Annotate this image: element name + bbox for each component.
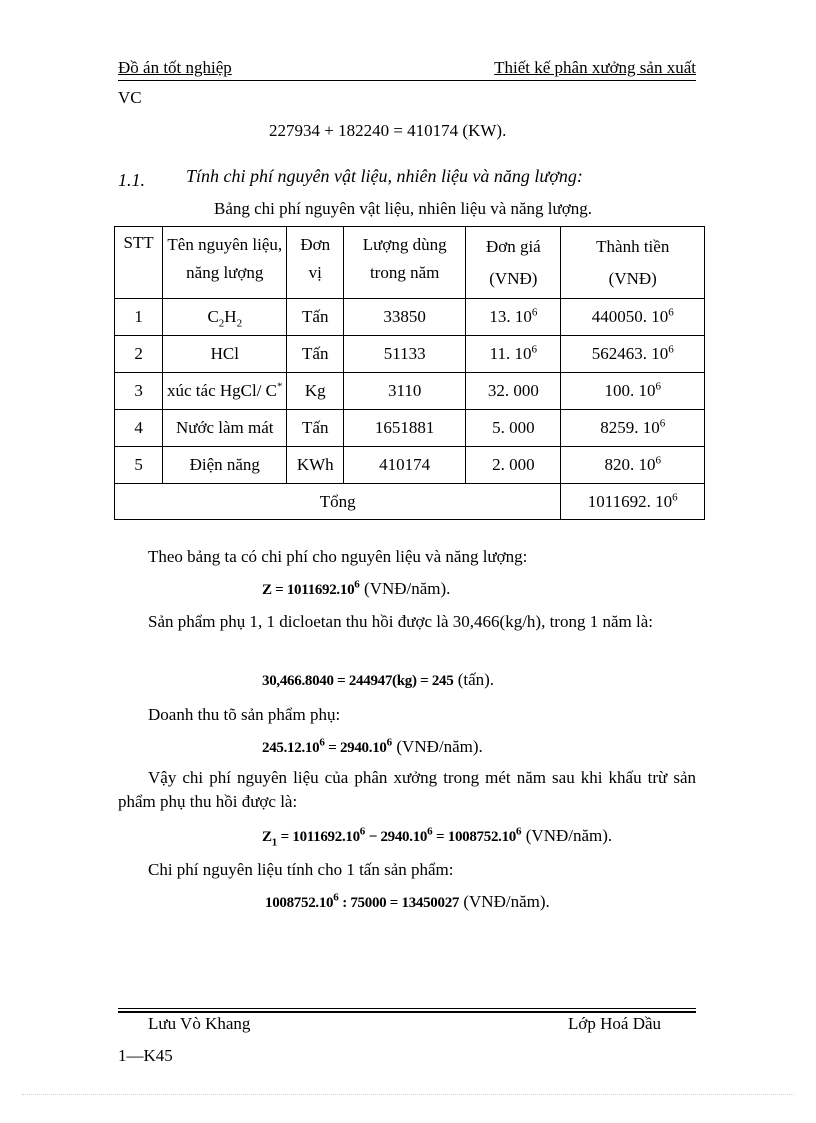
total-value: 1011692. $10^6$ — [561, 484, 705, 520]
total-label: Tổng — [115, 484, 561, 520]
footer-author: Lưu Vò Khang — [148, 1014, 251, 1033]
header-left-title: Đồ án tốt nghiệp — [118, 58, 232, 77]
cell-unit: KWh — [287, 447, 344, 484]
cell-price: 2. 000 — [466, 447, 561, 484]
cell-quantity: 410174 — [344, 447, 466, 484]
section-title: Tính chi phí nguyên vật liệu, nhiên liệu và năng lượng: — [186, 166, 583, 186]
header-divider — [118, 80, 696, 81]
cell-quantity: 3110 — [344, 373, 466, 410]
paragraph-revenue: Doanh thu tõ sản phẩm phụ: — [148, 705, 341, 724]
footer-class-name: Lớp Hoá Dầu — [568, 1014, 662, 1033]
cell-unit: Tấn — [287, 299, 344, 336]
table-total-row — [115, 484, 705, 520]
header-right-title: Thiết kế phân xưởng sản xuất — [494, 58, 696, 77]
cell-stt: 4 — [115, 410, 163, 447]
cell-total: 562463. $10^6$ — [561, 336, 705, 373]
cell-stt: 2 — [115, 336, 163, 373]
footer-class-code: 1—K45 — [118, 1046, 173, 1065]
cell-quantity: 1651881 — [344, 410, 466, 447]
cell-quantity: 33850 — [344, 299, 466, 336]
cell-price: 13. $10^6$ — [466, 299, 561, 336]
cell-stt: 5 — [115, 447, 163, 484]
formula-total-cost: $Z = 1011692.10^6$ (VNĐ/năm). — [262, 578, 451, 598]
header-unit-price: Đơn giá (VNĐ) — [466, 227, 561, 299]
paragraph-net-cost: Vậy chi phí nguyên liệu của phân xưởng trong mét năm sau khi khấu trừ sản phẩm phụ thu hồi được là: — [118, 768, 696, 811]
formula-unit-cost: 1008752.10$^6$ : 75000 = 13450027 (VNĐ/năm). — [265, 891, 550, 911]
header-unit: Đơn vị — [287, 227, 344, 299]
cell-material: HCl — [163, 336, 287, 373]
table-header-row — [115, 227, 705, 299]
header-stt: STT — [115, 227, 163, 299]
cell-unit: Kg — [287, 373, 344, 410]
table-caption: Bảng chi phí nguyên vật liệu, nhiên liệu và năng lượng. — [214, 199, 592, 218]
paragraph-summary: Theo bảng ta có chi phí cho nguyên liệu và năng lượng: — [148, 547, 528, 566]
cell-material: Điện năng — [163, 447, 287, 484]
table-row — [115, 336, 705, 373]
paragraph-byproduct: Sản phẩm phụ 1, 1 dicloetan thu hồi được là 30,466(kg/h), trong 1 năm là: — [148, 612, 653, 631]
cell-total: 100. $10^6$ — [561, 373, 705, 410]
formula-net-cost: $Z_1 = 1011692.10^6 - 2940.10^6 = 1008752.10^6$ (VNĐ/năm). — [262, 825, 613, 849]
table-row — [115, 299, 705, 336]
cell-quantity: 51133 — [344, 336, 466, 373]
paragraph-unit-cost: Chi phí nguyên liệu tính cho 1 tấn sản phẩm: — [148, 860, 454, 879]
cell-total: 8259. $10^6$ — [561, 410, 705, 447]
cell-total: 820. $10^6$ — [561, 447, 705, 484]
table-row — [115, 447, 705, 484]
cell-price: 32. 000 — [466, 373, 561, 410]
cell-unit: Tấn — [287, 410, 344, 447]
header-annual-quantity: Lượng dùng trong năm — [344, 227, 466, 299]
table-row — [115, 373, 705, 410]
cost-table — [114, 226, 705, 520]
cell-material: Nước làm mát — [163, 410, 287, 447]
power-equation: 227934 + 182240 = 410174 (KW). — [269, 121, 507, 140]
continuation-text: VC — [118, 88, 142, 107]
section-number: 1.1. — [118, 170, 145, 190]
cell-material: xúc tác HgCl/ C* — [163, 373, 287, 410]
formula-byproduct-mass: 30,466.8040 = 244947(kg) = 245 (tấn). — [262, 670, 495, 689]
table-row — [115, 410, 705, 447]
page-bottom-edge — [22, 1094, 794, 1095]
footer-divider-thick — [118, 1011, 696, 1013]
formula-byproduct-revenue: $245.12.10^6 = 2940.10^6$ (VNĐ/năm). — [262, 736, 483, 756]
footer-divider-thin — [118, 1008, 696, 1009]
cell-stt: 3 — [115, 373, 163, 410]
cell-price: 5. 000 — [466, 410, 561, 447]
cell-stt: 1 — [115, 299, 163, 336]
cell-material: $C_2H_2$ — [163, 299, 287, 336]
cell-price: 11. $10^6$ — [466, 336, 561, 373]
header-material-name: Tên nguyên liệu, năng lượng — [163, 227, 287, 299]
cell-unit: Tấn — [287, 336, 344, 373]
header-total-cost: Thành tiền (VNĐ) — [561, 227, 705, 299]
cell-total: 440050. $10^6$ — [561, 299, 705, 336]
